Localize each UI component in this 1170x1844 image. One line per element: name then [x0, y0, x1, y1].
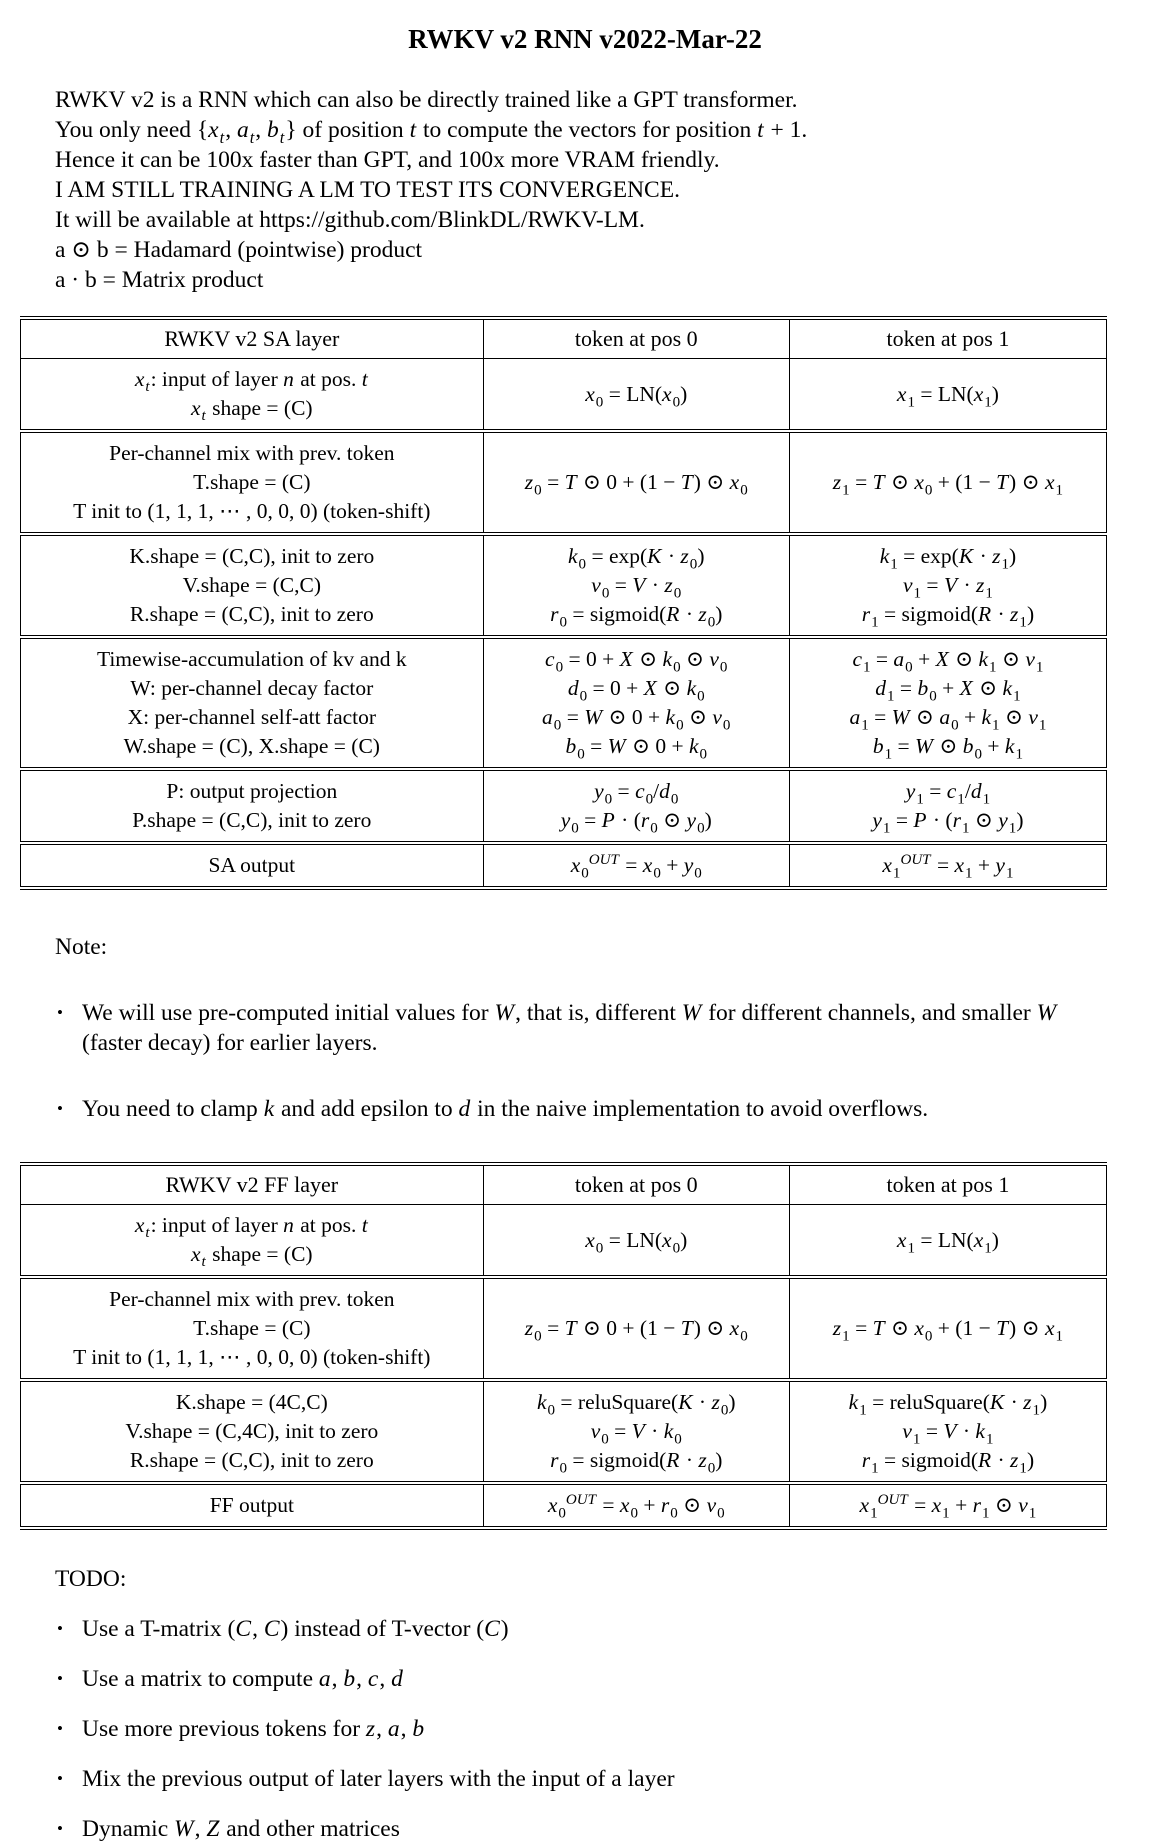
bullet-text: Use a T-matrix (C, C) instead of T-vector (C): [82, 1616, 509, 1642]
table-row: [21, 1380, 1107, 1483]
bullet-text: You need to clamp k and add epsilon to d in the naive implementation to avoid overflows.: [82, 1096, 929, 1122]
table-row: [21, 1483, 1107, 1528]
math-line: $r_0$ = sigmoid(R · $z_0$): [550, 602, 723, 631]
formula-cell-pos0: [483, 1380, 789, 1483]
math-line: $d_0 = 0 + X$ ⊙ $k_0$: [567, 676, 705, 705]
math-line: $x_0 = LN(x_0)$: [585, 1227, 688, 1256]
github-url-text: It will be available at https://github.com/BlinkDL/RWKV-LM.: [55, 207, 645, 233]
matrix-product-definition: a · b = Matrix product: [55, 267, 264, 293]
math-line: $r_1$ = sigmoid(R · $z_1$): [861, 1448, 1035, 1477]
formula-cell-pos1: [789, 534, 1106, 637]
math-line: R.shape = (C,C), init to zero: [129, 602, 374, 626]
formula-cell-pos1: [789, 431, 1106, 534]
math-line: $v_0 = V \cdot z_0$: [591, 573, 682, 602]
todo-bullet: [55, 1614, 1170, 1644]
intro-line: I AM STILL TRAINING A LM TO TEST ITS CONVERGENCE.: [55, 177, 680, 203]
bullet-icon: •: [57, 1003, 63, 1022]
math-line: K.shape = (C,C), init to zero: [129, 544, 375, 568]
formula-cell-pos1: [789, 1483, 1106, 1528]
header-row: [21, 318, 1107, 359]
column-header: token at pos 0: [483, 318, 789, 359]
math-line: $y_0 = P \cdot (r_0$ ⊙ $y_0$): [560, 808, 712, 837]
todo-bullet: [55, 1714, 1170, 1744]
math-line: FF output: [209, 1493, 294, 1517]
math-line: T.shape = (C): [193, 1316, 311, 1340]
row-label-cell: [21, 843, 484, 888]
formula-cell-pos1: [789, 1205, 1106, 1278]
header-row: [21, 1164, 1107, 1205]
row-label-cell: [21, 534, 484, 637]
todo-bullet: [55, 1664, 1170, 1694]
math-line: $a_1 = W$ ⊙ $a_0 + k_1$ ⊙ $v_1$: [849, 705, 1047, 734]
math-line: $k_1$ = reluSquare(K · $z_1$): [848, 1390, 1048, 1419]
formula-cell-pos1: [789, 637, 1106, 769]
math-line: $r_1$ = sigmoid(R · $z_1$): [861, 602, 1035, 631]
sa-layer-table: [20, 316, 1107, 890]
math-line: $v_1 = V \cdot k_1$: [902, 1419, 994, 1448]
row-label-cell: [21, 1380, 484, 1483]
note-bullet: [55, 1094, 1170, 1124]
math-line: Timewise-accumulation of kv and k: [96, 647, 407, 671]
math-line: $x_t$ shape = (C): [191, 396, 313, 425]
formula-cell-pos0: [483, 1205, 789, 1278]
bullet-text: Mix the previous output of later layers with the input of a layer: [82, 1766, 675, 1792]
todo-heading: TODO:: [55, 1566, 127, 1592]
column-header: RWKV v2 SA layer: [21, 318, 484, 359]
math-line: $k_1 = \exp(K \cdot z_1)$: [879, 544, 1017, 573]
document: [0, 24, 1170, 1844]
math-line: $b_0 = W$ ⊙ $0 + k_0$: [565, 734, 708, 763]
bullet-text: Use a matrix to compute a, b, c, d: [82, 1666, 403, 1692]
math-line: R.shape = (C,C), init to zero: [129, 1448, 374, 1472]
math-line: T.shape = (C): [193, 470, 311, 494]
table-row: [21, 1277, 1107, 1380]
table-row: [21, 637, 1107, 769]
row-label-cell: [21, 1205, 484, 1278]
bullet-icon: •: [57, 1819, 63, 1838]
formula-cell-pos0: [483, 431, 789, 534]
note-bullet: [55, 998, 1170, 1058]
formula-cell-pos1: [789, 359, 1106, 432]
math-line: $z_0 = T$ ⊙ 0 + (1 − T) ⊙ $x_0$: [524, 470, 748, 499]
bullet-icon: •: [57, 1769, 63, 1788]
math-line: $b_1 = W$ ⊙ $b_0 + k_1$: [872, 734, 1023, 763]
bullet-text: Dynamic W, Z and other matrices: [82, 1816, 400, 1842]
bullet-icon: •: [57, 1099, 63, 1118]
math-line: SA output: [208, 853, 296, 877]
table-row: [21, 1205, 1107, 1278]
math-line: $x_0^{OUT} = x_0 + r_0$ ⊙ $v_0$: [547, 1491, 725, 1522]
column-header: token at pos 1: [789, 318, 1106, 359]
math-line: V.shape = (C,C): [182, 573, 321, 597]
row-label-cell: [21, 637, 484, 769]
math-line: $x_1^{OUT} = x_1 + y_1$: [882, 851, 1014, 882]
intro-line: Hence it can be 100x faster than GPT, and 100x more VRAM friendly.: [55, 147, 720, 173]
row-label-cell: [21, 431, 484, 534]
formula-cell-pos1: [789, 769, 1106, 843]
math-line: T init to (1, 1, 1, ⋯ , 0, 0, 0) (token-shift): [73, 1345, 431, 1369]
math-line: W.shape = (C), X.shape = (C): [123, 734, 380, 758]
todo-bullet: [55, 1764, 1170, 1794]
bullet-icon: •: [57, 1619, 63, 1638]
hadamard-definition: a ⊙ b = Hadamard (pointwise) product: [55, 237, 423, 263]
math-line: T init to (1, 1, 1, ⋯ , 0, 0, 0) (token-shift): [73, 499, 431, 523]
formula-cell-pos0: [483, 1277, 789, 1380]
math-line: X: per-channel self-att factor: [127, 705, 377, 729]
math-line: $y_1 = c_1/d_1$: [905, 779, 991, 808]
math-line: $z_1 = T$ ⊙ $x_0 + (1 - T)$ ⊙ $x_1$: [832, 470, 1064, 499]
math-line: $x_t$ shape = (C): [191, 1242, 313, 1271]
math-line: P.shape = (C,C), init to zero: [132, 808, 372, 832]
formula-cell-pos0: [483, 843, 789, 888]
row-label-cell: [21, 1277, 484, 1380]
math-line: $k_0$ = reluSquare(K · $z_0$): [536, 1390, 736, 1419]
math-line: $x_t$: input of layer n at pos. t: [134, 1213, 368, 1242]
formula-cell-pos1: [789, 1277, 1106, 1380]
intro-section: [55, 85, 1130, 295]
todo-section: [55, 1564, 1170, 1844]
intro-line: RWKV v2 is a RNN which can also be directly trained like a GPT transformer.: [55, 87, 798, 113]
math-line: Per-channel mix with prev. token: [109, 441, 395, 465]
math-line: W: per-channel decay factor: [130, 676, 374, 700]
math-line: $v_0 = V \cdot k_0$: [590, 1419, 682, 1448]
page-title: RWKV v2 RNN v2022-Mar-22: [408, 24, 762, 54]
formula-cell-pos1: [789, 843, 1106, 888]
math-line: $y_0 = c_0/d_0$: [594, 779, 679, 808]
formula-cell-pos0: [483, 769, 789, 843]
row-label-cell: [21, 359, 484, 432]
formula-cell-pos1: [789, 1380, 1106, 1483]
table-row: [21, 359, 1107, 432]
math-line: $a_0 = W$ ⊙ $0 + k_0$ ⊙ $v_0$: [542, 705, 731, 734]
math-line: $x_t$: input of layer n at pos. t: [134, 367, 368, 396]
table-row: [21, 769, 1107, 843]
math-line: $x_1^{OUT} = x_1 + r_1$ ⊙ $v_1$: [859, 1491, 1037, 1522]
math-line: $z_1 = T$ ⊙ $x_0 + (1 - T)$ ⊙ $x_1$: [832, 1316, 1064, 1345]
row-label-cell: [21, 1483, 484, 1528]
math-line: $r_0$ = sigmoid(R · $z_0$): [550, 1448, 723, 1477]
bullet-text: Use more previous tokens for z, a, b: [82, 1716, 425, 1742]
math-line: $x_0 = LN(x_0)$: [585, 381, 688, 410]
column-header: token at pos 1: [789, 1164, 1106, 1205]
row-label-cell: [21, 769, 484, 843]
math-line: P: output projection: [166, 779, 338, 803]
math-line: K.shape = (4C,C): [175, 1390, 328, 1414]
table-row: [21, 431, 1107, 534]
math-line: $x_0^{OUT} = x_0 + y_0$: [570, 851, 702, 882]
bullet-icon: •: [57, 1669, 63, 1688]
math-line: $x_1 = LN(x_1)$: [896, 381, 999, 410]
intro-line: You only need {$x_t$, $a_t$, $b_t$} of position t to compute the vectors for position t + 1.: [55, 117, 808, 147]
math-line: $y_1 = P \cdot (r_1$ ⊙ $y_1$): [872, 808, 1024, 837]
note-heading: Note:: [55, 934, 108, 960]
column-header: token at pos 0: [483, 1164, 789, 1205]
math-line: V.shape = (C,4C), init to zero: [125, 1419, 379, 1443]
bullet-icon: •: [57, 1719, 63, 1738]
math-line: $d_1 = b_0 + X$ ⊙ $k_1$: [875, 676, 1021, 705]
todo-bullet: [55, 1814, 1170, 1844]
math-line: $z_0 = T$ ⊙ 0 + (1 − T) ⊙ $x_0$: [524, 1316, 748, 1345]
bullet-text: We will use pre-computed initial values for W, that is, different W for different channels, and smaller W (faster decay) for earlier layers.: [82, 1000, 1057, 1056]
math-line: $v_1 = V \cdot z_1$: [902, 573, 993, 602]
table-row: [21, 534, 1107, 637]
math-line: $c_0 = 0 + X$ ⊙ $k_0$ ⊙ $v_0$: [545, 647, 728, 676]
ff-layer-table: [20, 1162, 1107, 1530]
math-line: Per-channel mix with prev. token: [109, 1287, 395, 1311]
formula-cell-pos0: [483, 534, 789, 637]
formula-cell-pos0: [483, 637, 789, 769]
table-row: [21, 843, 1107, 888]
column-header: RWKV v2 FF layer: [21, 1164, 484, 1205]
math-line: $c_1 = a_0 + X$ ⊙ $k_1$ ⊙ $v_1$: [852, 647, 1044, 676]
note-section: [55, 932, 1170, 1124]
formula-cell-pos0: [483, 359, 789, 432]
formula-cell-pos0: [483, 1483, 789, 1528]
math-line: $k_0 = \exp(K \cdot z_0)$: [568, 544, 705, 573]
math-line: $x_1 = LN(x_1)$: [896, 1227, 999, 1256]
